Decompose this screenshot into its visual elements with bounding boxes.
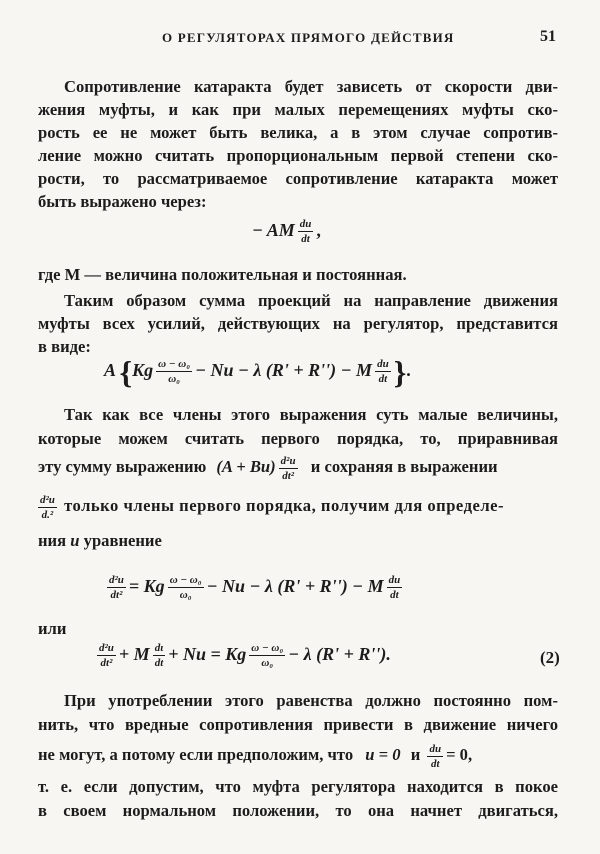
equation-number: (2)	[540, 648, 560, 667]
text-line: $\frac{\text{d²u}}{\text{d.²}}$ только члены первого порядка, получим для определе-	[40, 493, 505, 521]
text-line: эту сумму выражению (A + Bu) $\frac{\text{d²u}}{\text{dt²}}$ и сохраняя в выражении	[38, 454, 498, 482]
text-line: Так как все члены этого выражения суть малые величины,	[64, 405, 558, 424]
formula-force-sum: A {Kg $\frac{\text{ω − ω₀}}{\text{ω₀}}$ − Nu − λ (R' + R'') − M $\frac{du}{dt}$ }.	[104, 353, 411, 390]
text-line: где M — величина положительная и постоянная.	[38, 265, 407, 284]
text-line: в своем нормальном положении, то она начнет двигаться,	[38, 801, 558, 820]
text-line: которые можем считать первого порядка, то, приравнивая	[38, 429, 558, 448]
fraction: $\frac{\text{d²u}}{\text{dt²}}$	[99, 642, 114, 670]
fraction: $\frac{d\iota}{dt}$	[154, 642, 164, 670]
page-header	[0, 26, 600, 50]
text-line: рости, то рассматриваемое сопротивление катаракта может	[38, 169, 558, 188]
text-line: Сопротивление катаракта будет зависеть от скорости дви-	[64, 77, 558, 96]
running-head: О РЕГУЛЯТОРАХ ПРЯМОГО ДЕЙСТВИЯ	[162, 30, 455, 45]
text-line: в виде:	[38, 337, 91, 356]
formula-equation-2: $\frac{\text{d²u}}{\text{dt²}}$ + M $\frac{d\iota}{dt}$ + Nu = Kg $\frac{\text{ω − ω₀}}{\text{ω₀}}$ − λ (R' + R'').	[99, 642, 391, 670]
formula-motion: $\frac{\text{d²u}}{\text{dt²}}$ = Kg $\frac{\text{ω − ω₀}}{\text{ω₀}}$ − Nu − λ (R' + R'') − M $\frac{du}{dt}$	[109, 574, 401, 602]
text-line: муфты всех усилий, действующих на регулятор, представится	[38, 314, 558, 333]
fraction: $\frac{\text{d²u}}{\text{dt²}}$	[109, 574, 124, 602]
text-line: жения муфты, и как при малых перемещениях муфты ско-	[38, 100, 558, 119]
fraction: $\frac{du}{dt}$	[429, 742, 442, 770]
fraction: $\frac{\text{ω − ω₀}}{\text{ω₀}}$	[251, 642, 284, 670]
text-line: т. е. если допустим, что муфта регулятора находится в покое	[38, 777, 558, 796]
text-line: ление можно считать пропорциональным первой степени ско-	[38, 146, 558, 165]
formula-damping: − AM $\frac{du}{dt}$ ,	[252, 218, 321, 246]
fraction: $\frac{\text{d²u}}{\text{d.²}}$	[40, 493, 55, 521]
fraction: $\frac{du}{dt}$	[377, 358, 389, 386]
text-line: рость ее не может быть велика, а в этом случае сопротив-	[38, 123, 558, 142]
fraction: $\frac{\text{d²u}}{\text{dt²}}$	[280, 454, 296, 482]
text-line: нить, что вредные сопротивления привести в движение ничего	[38, 715, 558, 734]
text-line: Таким образом сумма проекций на направление движения	[64, 291, 558, 310]
fraction: $\frac{du}{dt}$	[299, 218, 312, 246]
page-number: 51	[540, 28, 556, 45]
fraction: $\frac{du}{dt}$	[388, 574, 401, 602]
fraction: $\frac{\text{ω − ω₀}}{\text{ω₀}}$	[158, 358, 191, 386]
text-line: не могут, а потому если предположим, что u = 0 и $\frac{du}{dt}$ = 0,	[38, 742, 473, 770]
text-line: или	[38, 619, 67, 638]
text-line: ния u уравнение	[38, 531, 162, 550]
text-line: быть выражено через:	[38, 192, 207, 211]
fraction: $\frac{\text{ω − ω₀}}{\text{ω₀}}$	[169, 574, 202, 602]
text-line: При употреблении этого равенства должно постоянно пом-	[64, 691, 558, 710]
